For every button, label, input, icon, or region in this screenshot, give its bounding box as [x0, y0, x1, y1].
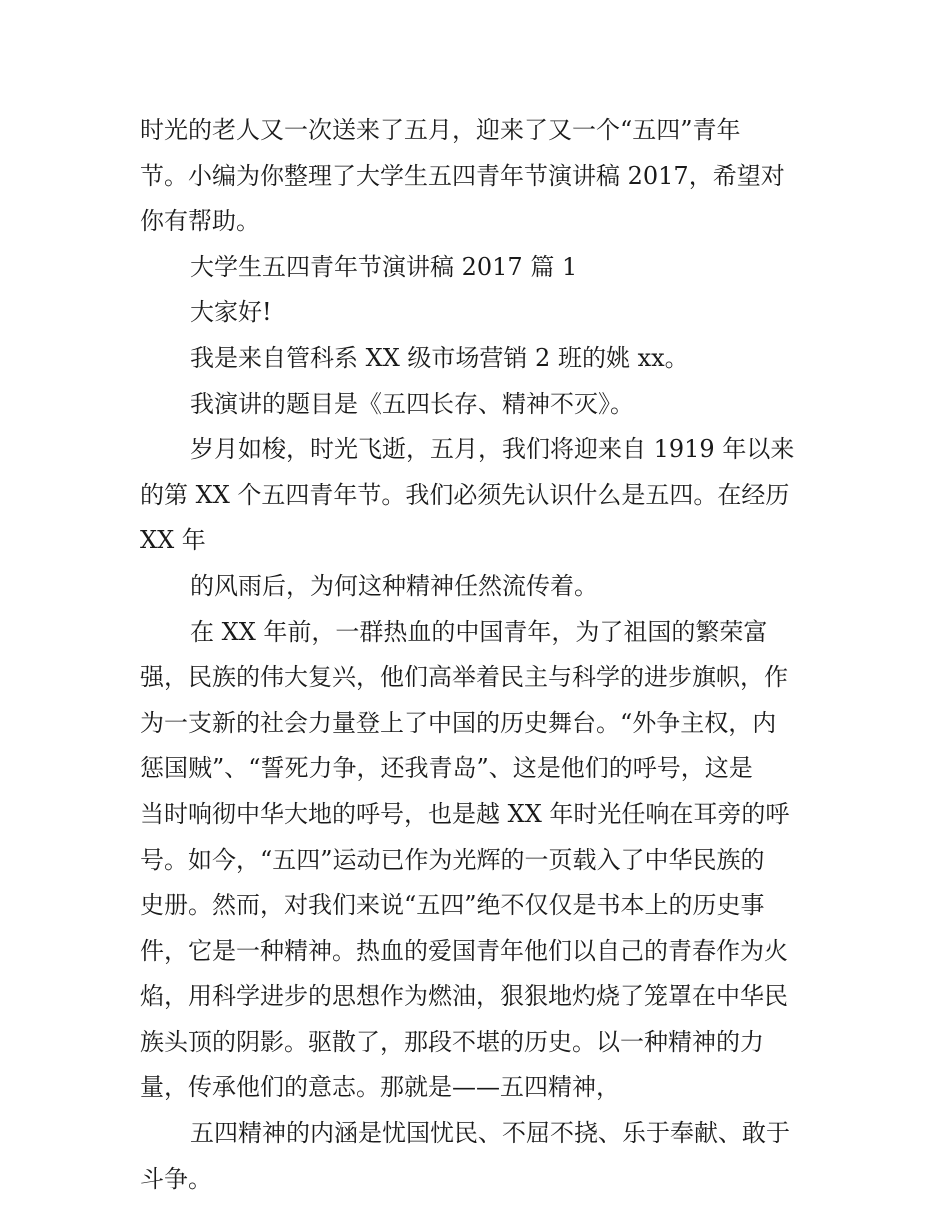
intro-paragraph	[140, 108, 815, 245]
paragraph-line: 当时响彻中华大地的呼号，也是越 XX 年时光任响在耳旁的呼	[140, 799, 790, 828]
intro-line: 时光的老人又一次送来了五月，迎来了又一个“五四”青年	[140, 116, 741, 144]
paragraph-line: 岁月如梭，时光飞逝，五月，我们将迎来自 1919 年以来	[190, 435, 795, 464]
paragraph-4	[140, 1111, 815, 1202]
paragraph-line: 件，它是一种精神。热血的爱国青年他们以自己的青春作为火	[140, 936, 788, 965]
paragraph-line: XX 年	[140, 526, 206, 555]
intro-line: 你有帮助。	[140, 207, 260, 236]
greeting: 大家好!	[190, 298, 272, 327]
paragraph-line: 惩国贼”、“誓死力争，还我青岛”、这是他们的呼号，这是	[140, 754, 753, 783]
paragraph-line: 在 XX 年前，一群热血的中国青年，为了祖国的繁荣富	[190, 617, 768, 646]
speech-topic: 我演讲的题目是《五四长存、精神不灭》。	[190, 389, 634, 418]
paragraph-line: 焰，用科学进步的思想作为燃油，狠狠地灼烧了笼罩在中华民	[140, 982, 788, 1011]
paragraph-line: 斗争。	[140, 1164, 212, 1193]
self-introduction: 我是来自管科系 XX 级市场营销 2 班的姚 xx。	[190, 343, 689, 372]
paragraph-2: 的风雨后，为何这种精神任然流传着。	[190, 571, 598, 600]
speech-heading: 大学生五四青年节演讲稿 2017 篇 1	[190, 252, 578, 281]
paragraph-line: 五四精神的内涵是忧国忧民、不屈不挠、乐于奉献、敢于	[190, 1119, 790, 1148]
paragraph-line: 史册。然而，对我们来说“五四”绝不仅仅是书本上的历史事	[140, 891, 765, 920]
paragraph-3	[140, 610, 815, 1112]
intro-line: 节。小编为你整理了大学生五四青年节演讲稿 2017，希望对	[140, 161, 785, 190]
paragraph-line: 号。如今，“五四”运动已作为光辉的一页载入了中华民族的	[140, 845, 765, 874]
paragraph-line: 强，民族的伟大复兴，他们高举着民主与科学的进步旗帜，作	[140, 663, 788, 692]
paragraph-1	[140, 427, 815, 564]
document-page	[140, 108, 815, 1202]
paragraph-line: 的第 XX 个五四青年节。我们必须先认识什么是五四。在经历	[140, 480, 790, 509]
paragraph-line: 为一支新的社会力量登上了中国的历史舞台。“外争主权，内	[140, 708, 777, 737]
paragraph-line: 族头顶的阴影。驱散了，那段不堪的历史。以一种精神的力	[140, 1027, 764, 1056]
paragraph-line: 量，传承他们的意志。那就是——五四精神，	[140, 1073, 620, 1102]
